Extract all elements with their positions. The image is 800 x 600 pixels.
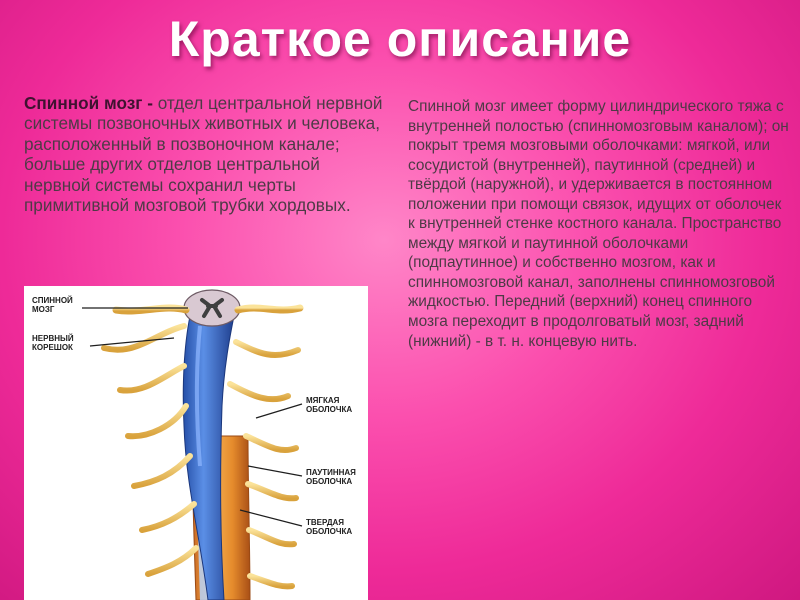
label-pia-line2: ОБОЛОЧКА — [306, 405, 353, 414]
definition-term: Спинной мозг - — [24, 93, 158, 113]
description-paragraph: Спинной мозг имеет форму цилиндрического тяжа с внутренней полостью (спинномозговым каналом); он покрыт тремя мозговыми оболочками: мягкой, или сосудистой (внутренней), паутинной (средней) и твёрдой (наружной), и удерживается в постоянном положении при помощи связок, идущих от оболочек к внутренней стенке костного канала. Пространство между мягкой и паутинной оболочками (подпаутинное) и собственно мозгом, как и спинномозговой канал, заполнены спинномозговой жидкостью. Передний (верхний) конец спинного мозга переходит в продолговатый мозг, задний (нижний) - в т. н. концевую нить. — [408, 98, 789, 350]
label-dura-mater — [306, 518, 352, 536]
label-dura-line2: ОБОЛОЧКА — [306, 527, 353, 536]
label-pia-mater — [306, 396, 352, 414]
label-nerve-root-line2: КОРЕШОК — [32, 343, 73, 352]
label-arachnoid-line1: ПАУТИННАЯ — [306, 468, 356, 477]
label-spinal-cord-line1: СПИННОЙ — [32, 296, 73, 305]
label-nerve-root — [32, 334, 74, 352]
spinal-cord-diagram — [24, 286, 368, 600]
slide-title: Краткое описание — [168, 11, 632, 67]
definition-paragraph — [24, 93, 384, 215]
label-nerve-root-line1: НЕРВНЫЙ — [32, 334, 74, 343]
label-arachnoid-line2: ОБОЛОЧКА — [306, 477, 353, 486]
label-dura-line1: ТВЕРДАЯ — [306, 518, 345, 527]
label-arachnoid — [306, 468, 356, 486]
spinal-cord-illustration — [24, 286, 368, 600]
label-spinal-cord-line2: МОЗГ — [32, 305, 55, 314]
nerve-roots-left — [104, 308, 196, 574]
definition-body: отдел центральной нервной системы позвоночных животных и человека, расположенный в позвоночном канале; больше других отделов центральной нервной системы сохранил черты примитивной мозговой трубки хордовых. — [24, 93, 383, 216]
label-spinal-cord — [32, 296, 73, 314]
label-pia-line1: МЯГКАЯ — [306, 396, 340, 405]
